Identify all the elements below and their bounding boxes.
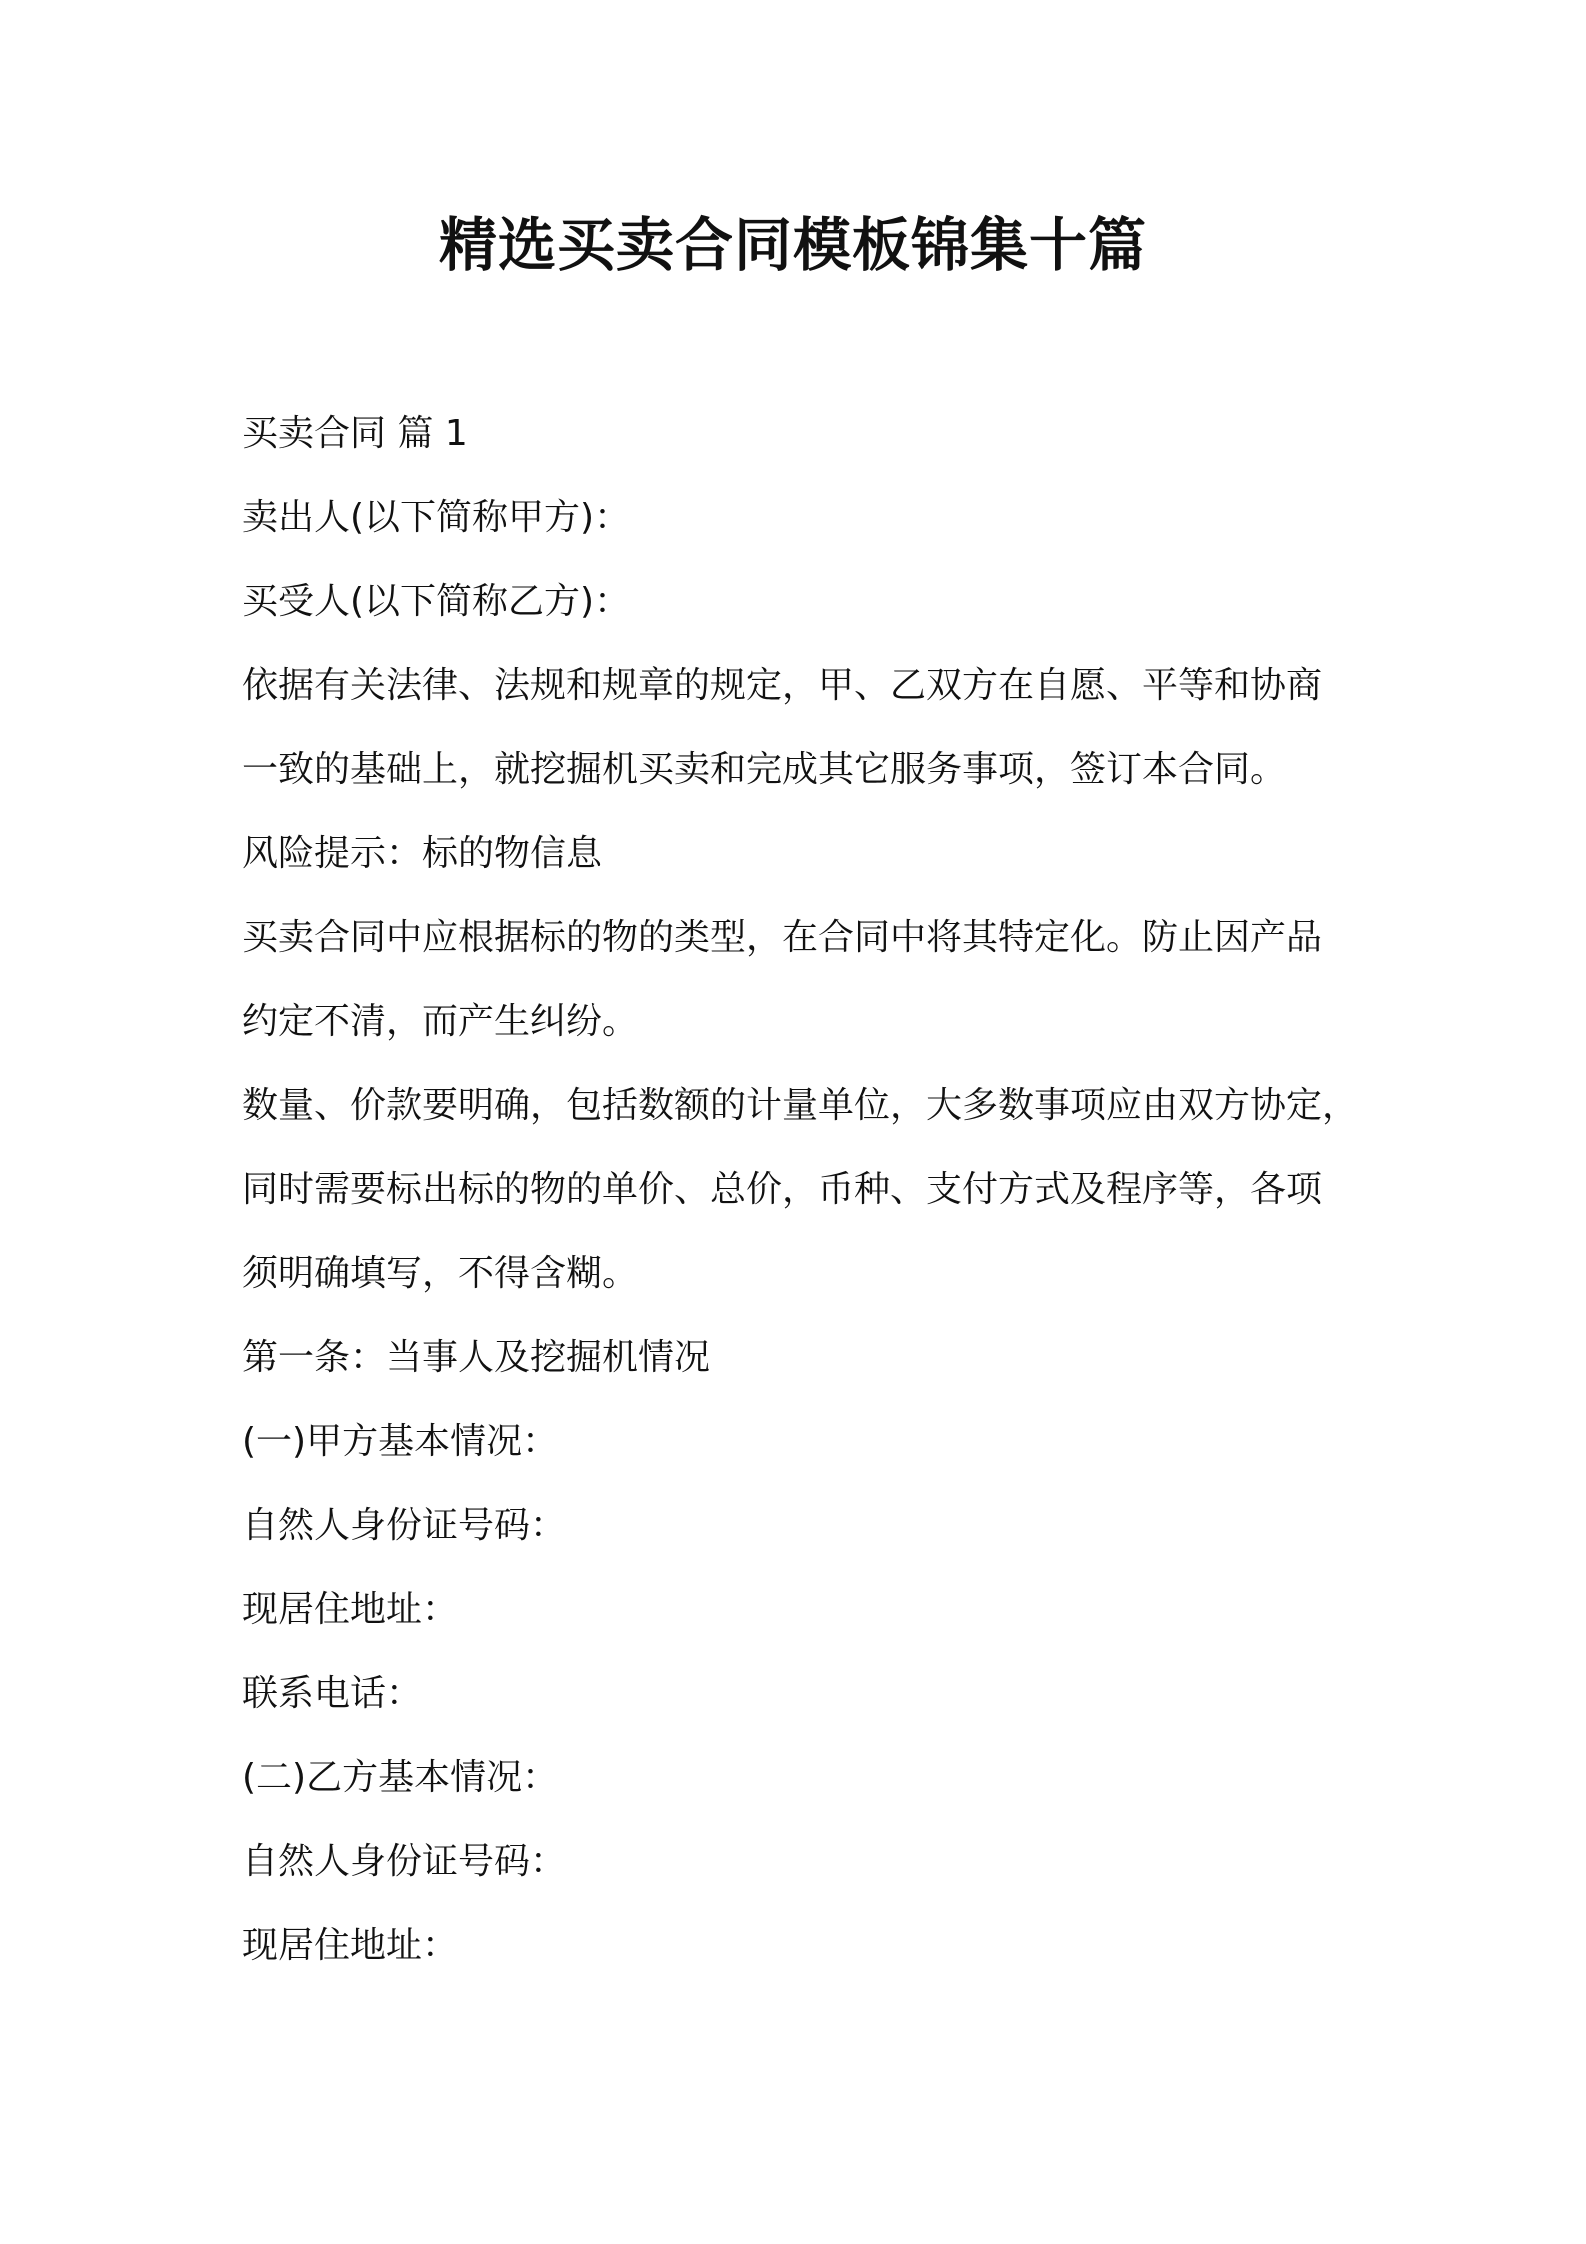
basis-paragraph-line-1: 依据有关法律、法规和规章的规定，甲、乙双方在自愿、平等和协商 bbox=[242, 665, 1323, 706]
party-a-phone-line: 联系电话： bbox=[242, 1673, 423, 1714]
document-title: 精选买卖合同模板锦集十篇 bbox=[438, 211, 1147, 279]
party-b-heading: (二)乙方基本情况： bbox=[242, 1757, 559, 1798]
risk-tip-heading: 风险提示：标的物信息 bbox=[242, 833, 603, 874]
document-body bbox=[242, 392, 1362, 1988]
party-b-address-line: 现居住地址： bbox=[242, 1925, 459, 1966]
party-b-id-number-line: 自然人身份证号码： bbox=[242, 1841, 567, 1882]
party-a-heading: (一)甲方基本情况： bbox=[242, 1421, 559, 1462]
party-a-address-line: 现居住地址： bbox=[242, 1589, 459, 1630]
section-heading-contract-1: 买卖合同 篇 1 bbox=[242, 413, 468, 454]
buyer-line: 买受人(以下简称乙方)： bbox=[242, 581, 631, 622]
quantity-price-paragraph-line-2: 同时需要标出标的物的单价、总价，币种、支付方式及程序等，各项 bbox=[242, 1169, 1323, 1210]
party-a-id-number-line: 自然人身份证号码： bbox=[242, 1505, 567, 1546]
subject-matter-paragraph-line-1: 买卖合同中应根据标的物的类型，在合同中将其特定化。防止因产品 bbox=[242, 917, 1323, 958]
seller-line: 卖出人(以下简称甲方)： bbox=[242, 497, 631, 538]
article-one-heading: 第一条：当事人及挖掘机情况 bbox=[242, 1337, 711, 1378]
subject-matter-paragraph-line-2: 约定不清，而产生纠纷。 bbox=[242, 1001, 639, 1042]
basis-paragraph-line-2: 一致的基础上，就挖掘机买卖和完成其它服务事项，签订本合同。 bbox=[242, 749, 1287, 790]
quantity-price-paragraph-line-1: 数量、价款要明确，包括数额的计量单位，大多数事项应由双方协定， bbox=[242, 1085, 1359, 1126]
quantity-price-paragraph-line-3: 须明确填写，不得含糊。 bbox=[242, 1253, 639, 1294]
